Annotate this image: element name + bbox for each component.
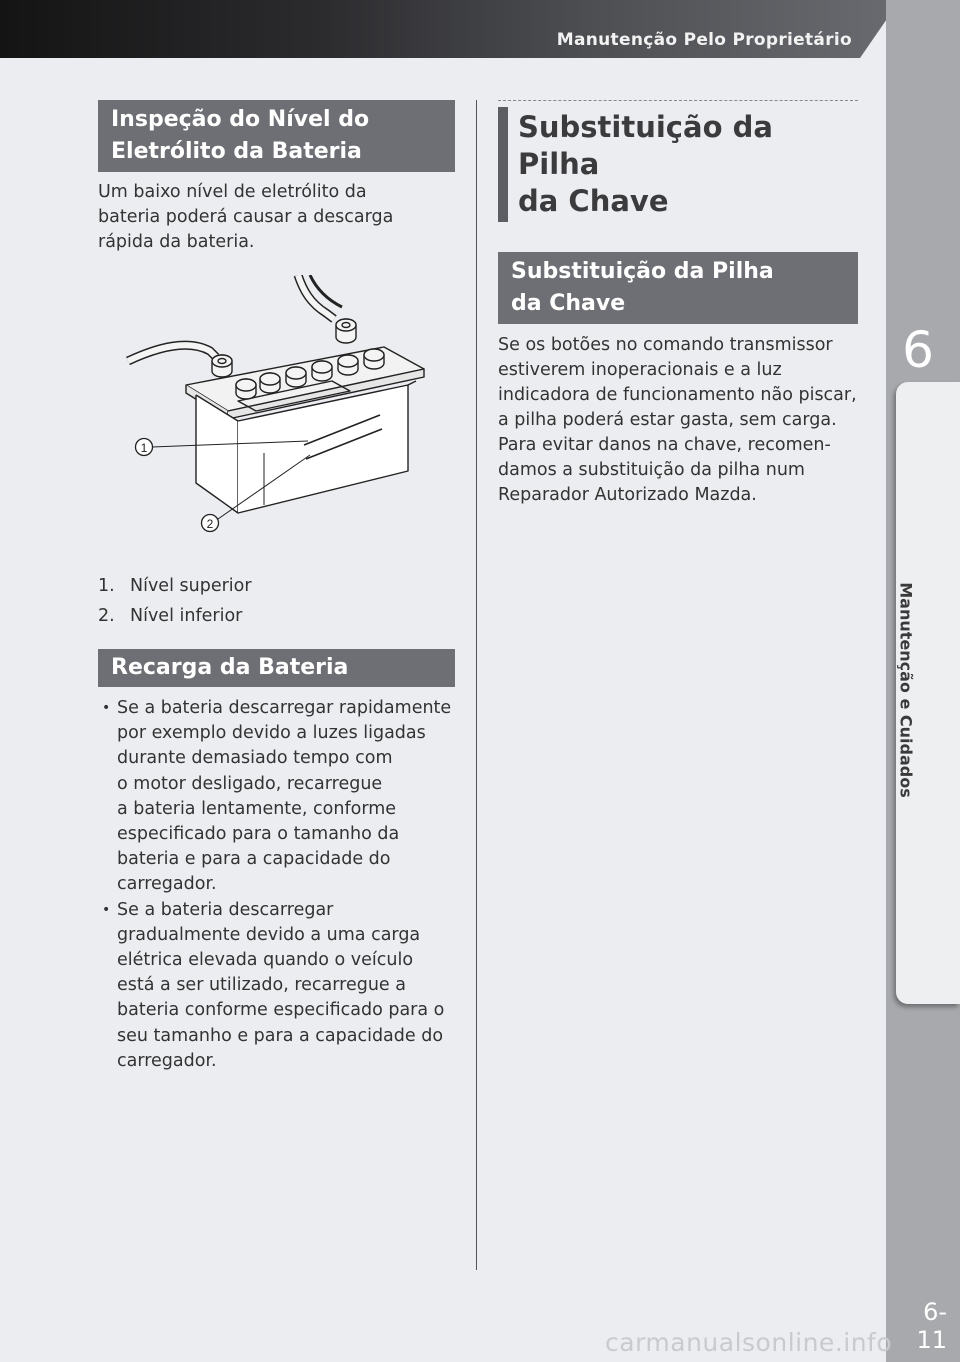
text-line: especificado para o tamanho da [117, 824, 400, 845]
battery-illustration [98, 275, 455, 565]
list-item [98, 571, 455, 601]
text-line: Um baixo nível de eletrólito da [98, 182, 367, 202]
subheading-key-battery [498, 252, 858, 324]
chapter-title-text: Manutenção e Cuidados [896, 582, 916, 798]
text-line: estiverem inoperacionais e a luz [498, 360, 782, 380]
list-item [98, 898, 455, 1074]
item-label: Nível superior [130, 576, 252, 596]
heading-battery-recharge: Recarga da Bateria [98, 649, 455, 687]
key-battery-paragraph [498, 333, 858, 508]
callout-2 [202, 515, 219, 532]
text-line: a pilha poderá estar gasta, sem carga. [498, 410, 837, 430]
chapter-number: 6 [902, 321, 934, 379]
text-line: bateria poderá causar a descarga [98, 207, 394, 227]
text-line: gradualmente devido a uma carga [117, 924, 421, 945]
callout-2-label: 2 [206, 517, 214, 531]
text-line: elétrica elevada quando o veículo [117, 950, 414, 971]
callout-1 [136, 439, 153, 456]
level-legend-list [98, 571, 455, 631]
text-line: Se os botões no comando transmissor [498, 335, 833, 355]
heading-line: Inspeção do Nível do [111, 107, 370, 132]
text-line: Se a bateria descarregar rapidamente [117, 698, 452, 718]
electrolyte-paragraph [98, 180, 455, 255]
text-line: está a ser utilizado, recarregue a [117, 975, 406, 996]
heading-line: Substituição da Pilha [518, 110, 773, 181]
recharge-bullets [98, 696, 455, 1074]
heading-line: da Chave [518, 184, 669, 218]
text-line: Reparador Autorizado Mazda. [498, 485, 757, 505]
column-divider [476, 100, 477, 1270]
heading-line: Eletrólito da Bateria [111, 139, 362, 164]
right-column [498, 100, 858, 508]
text-line: Se a bateria descarregar [117, 899, 334, 920]
main-heading-key-battery [498, 100, 858, 222]
text-line: o motor desligado, recarregue [117, 773, 383, 794]
text-line: Para evitar danos na chave, recomen- [498, 435, 831, 455]
main-heading-text [498, 107, 858, 222]
item-number: 2. [98, 606, 115, 626]
section-header-title: Manutenção Pelo Proprietário [556, 30, 852, 50]
text-line: bateria conforme especificado para o [117, 1000, 445, 1021]
item-number: 1. [98, 576, 115, 596]
list-item [98, 696, 455, 898]
text-line: durante demasiado tempo com [117, 748, 393, 769]
text-line: seu tamanho e para a capacidade do [117, 1025, 444, 1046]
text-line: indicadora de funcionamento não piscar, [498, 385, 857, 405]
text-line: a bateria lentamente, conforme [117, 798, 397, 819]
text-line: damos a substituição da pilha num [498, 460, 805, 480]
callout-1-label: 1 [140, 441, 148, 455]
text-line: rápida da bateria. [98, 232, 255, 252]
heading-electrolyte-inspection [98, 100, 455, 172]
watermark-text: carmanualsonline.info [605, 1328, 893, 1357]
text-line: por exemplo devido a luzes ligadas [117, 723, 426, 744]
left-column [98, 100, 455, 1074]
text-line: carregador. [117, 874, 217, 895]
heading-line: da Chave [511, 291, 626, 316]
text-line: carregador. [117, 1050, 217, 1071]
text-line: bateria e para a capacidade do [117, 849, 391, 870]
heading-line: Substituição da Pilha [511, 259, 774, 284]
list-item [98, 601, 455, 631]
item-label: Nível inferior [130, 606, 243, 626]
page-number: 6-11 [916, 1298, 947, 1354]
